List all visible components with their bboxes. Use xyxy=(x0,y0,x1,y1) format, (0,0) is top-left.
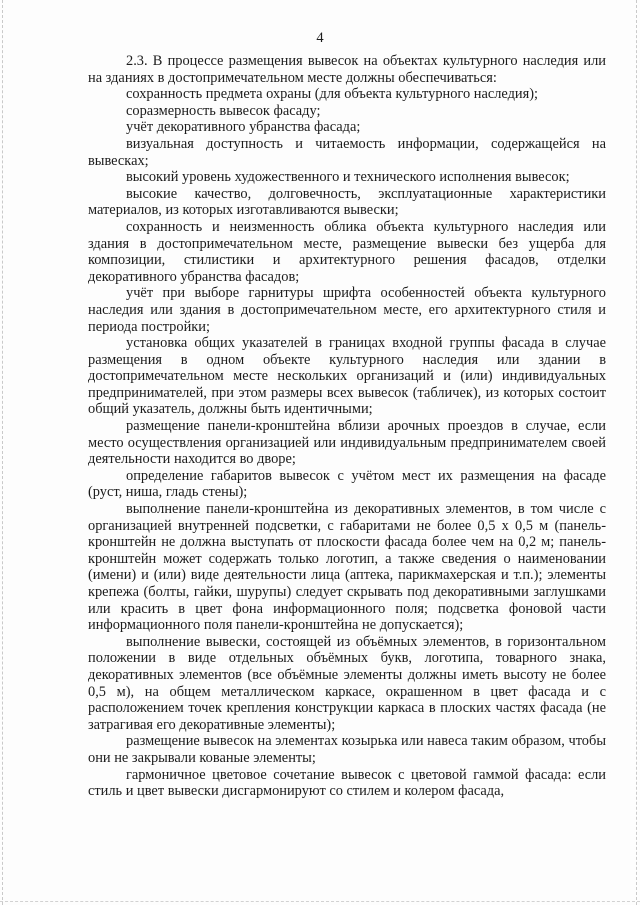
list-item-common-signs: установка общих указателей в границах входной группы фасада в случае размещения в одном объекте культурного наследия или здании в достопримечательном месте нескольких организаций и (или) индивидуальных предпринимателей, при этом размеры всех вывесок (табличек), из которых состоит общий указатель, должны быть идентичными; xyxy=(88,335,606,418)
list-item-protection-subject: сохранность предмета охраны (для объекта культурного наследия); xyxy=(126,86,539,103)
list-item-appearance: сохранность и неизменность облика объекта культурного наследия или здания в достопримечательном месте, размещение вывески без ущерба для композиции, стилистики и архитектурного решения фасадов, отделки декоративного убранства фасадов; xyxy=(88,218,606,285)
scan-right-edge xyxy=(636,0,638,905)
list-item-font: учёт при выборе гарнитуры шрифта особенностей объекта культурного наследия или здания в достопримечательном месте, его архитектурного стиля и периода постройки; xyxy=(88,285,606,335)
list-item-quality-level: высокий уровень художественного и технического исполнения вывесок; xyxy=(126,169,570,186)
list-item-bracket-panel-design: выполнение панели-кронштейна из декоративных элементов, в том числе с организацией внутренней подсветки, с габаритами не более 0,5 х 0,5 м (панель-кронштейн не должна выступать от плоскости фасада более чем на 0,2 м; панель-кронштейн может содержать только логотип, а также сведения о наименовании (имени) и (или) виде деятельности лица (аптека, парикмахерская и т.п.); элементы крепежа (болты, гайки, шурупы) следует скрывать под декоративными заглушками или красить в цвет фона информационного поля; подсветка фоновой части информационного поля панели-кронштейна не допускается); xyxy=(88,501,606,634)
list-item-materials: высокие качество, долговечность, эксплуатационные характеристики материалов, из которых изготавливаются вывески; xyxy=(88,185,606,219)
scan-left-edge xyxy=(2,0,4,905)
scan-bottom-edge xyxy=(0,901,640,902)
document-body xyxy=(88,53,606,800)
list-item-decoration: учёт декоративного убранства фасада; xyxy=(126,119,361,136)
list-item-dimensions: определение габаритов вывесок с учётом мест их размещения на фасаде (руст, ниша, гладь стены); xyxy=(88,467,606,501)
list-item-proportionality: соразмерность вывесок фасаду; xyxy=(126,102,321,119)
paragraph-2-3-intro: 2.3. В процессе размещения вывесок на объектах культурного наследия или на зданиях в достопримечательном месте должны обеспечиваться: xyxy=(88,53,606,86)
list-item-bracket-panel-arches: размещение панели-кронштейна вблизи арочных проездов в случае, если место осуществления организацией или индивидуальным предпринимателем своей деятельности находится во дворе; xyxy=(88,418,606,468)
list-item-canopy: размещение вывесок на элементах козырька или навеса таким образом, чтобы они не закрывали кованые элементы; xyxy=(88,733,606,766)
list-item-visibility: визуальная доступность и читаемость информации, содержащейся на вывесках; xyxy=(88,135,606,169)
list-item-color-harmony: гармоничное цветовое сочетание вывесок с цветовой гаммой фасада: если стиль и цвет вывески дисгармонируют со стилем и колером фасада, xyxy=(88,766,606,800)
list-item-volumetric-sign: выполнение вывески, состоящей из объёмных элементов, в горизонтальном положении в виде отдельных объёмных букв, логотипа, товарного знака, декоративных элементов (все объёмные элементы должны иметь высоту не более 0,5 м), на общем металлическом каркасе, окрашенном в цвет фасада и с расположением точек крепления конструкции каркаса в плоских частях фасада (не затрагивая его декоративные элементы); xyxy=(88,633,606,733)
page-number: 4 xyxy=(316,30,324,46)
